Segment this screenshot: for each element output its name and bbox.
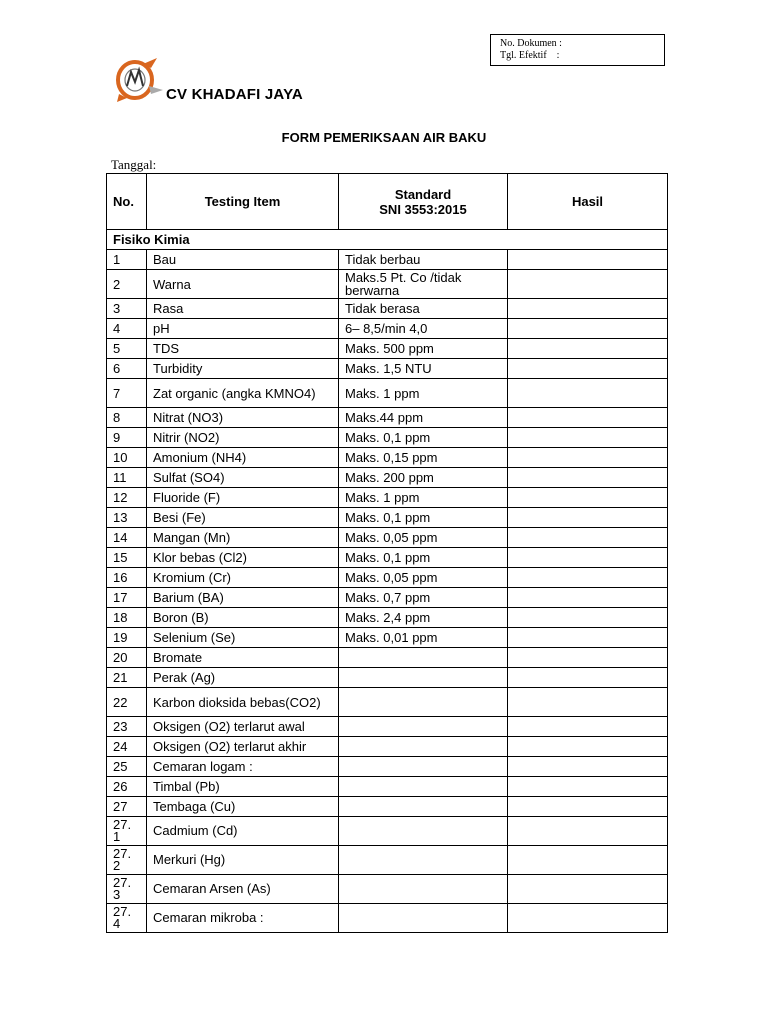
row-no: 10 bbox=[107, 448, 147, 468]
doc-no-label: No. Dokumen : bbox=[500, 38, 562, 49]
row-result[interactable] bbox=[508, 428, 668, 448]
table-row bbox=[107, 568, 668, 588]
row-result[interactable] bbox=[508, 737, 668, 757]
row-testing-item: Besi (Fe) bbox=[147, 508, 339, 528]
table-row bbox=[107, 688, 668, 717]
row-standard: Maks. 1,5 NTU bbox=[339, 359, 508, 379]
row-standard: Maks. 1 ppm bbox=[339, 379, 508, 408]
column-header-no: No. bbox=[107, 174, 147, 230]
row-result[interactable] bbox=[508, 608, 668, 628]
row-no: 15 bbox=[107, 548, 147, 568]
table-row bbox=[107, 488, 668, 508]
row-testing-item: Barium (BA) bbox=[147, 588, 339, 608]
company-name: CV KHADAFI JAYA bbox=[166, 86, 303, 103]
row-no: 4 bbox=[107, 319, 147, 339]
standard-header-line2: SNI 3553:2015 bbox=[379, 201, 467, 217]
row-standard bbox=[339, 688, 508, 717]
row-testing-item: Nitrir (NO2) bbox=[147, 428, 339, 448]
row-no: 27. 4 bbox=[107, 904, 147, 933]
row-testing-item: Cemaran logam : bbox=[147, 757, 339, 777]
row-testing-item: Sulfat (SO4) bbox=[147, 468, 339, 488]
row-result[interactable] bbox=[508, 528, 668, 548]
table-row bbox=[107, 408, 668, 428]
row-standard bbox=[339, 648, 508, 668]
row-standard bbox=[339, 757, 508, 777]
row-testing-item: Warna bbox=[147, 270, 339, 299]
row-result[interactable] bbox=[508, 250, 668, 270]
row-no: 24 bbox=[107, 737, 147, 757]
row-result[interactable] bbox=[508, 757, 668, 777]
row-testing-item: Timbal (Pb) bbox=[147, 777, 339, 797]
row-testing-item: Nitrat (NO3) bbox=[147, 408, 339, 428]
row-standard: Maks. 0,1 ppm bbox=[339, 428, 508, 448]
row-result[interactable] bbox=[508, 568, 668, 588]
row-result[interactable] bbox=[508, 817, 668, 846]
table-row bbox=[107, 717, 668, 737]
row-no: 18 bbox=[107, 608, 147, 628]
row-standard: Maks. 0,05 ppm bbox=[339, 528, 508, 548]
row-no: 25 bbox=[107, 757, 147, 777]
row-standard: Maks. 1 ppm bbox=[339, 488, 508, 508]
row-testing-item: Tembaga (Cu) bbox=[147, 797, 339, 817]
table-row bbox=[107, 270, 668, 299]
table-row bbox=[107, 904, 668, 933]
row-result[interactable] bbox=[508, 668, 668, 688]
row-no: 2 bbox=[107, 270, 147, 299]
row-testing-item: Bau bbox=[147, 250, 339, 270]
row-no: 17 bbox=[107, 588, 147, 608]
table-row bbox=[107, 817, 668, 846]
table-row bbox=[107, 428, 668, 448]
row-standard: Maks. 0,1 ppm bbox=[339, 508, 508, 528]
table-row bbox=[107, 468, 668, 488]
row-result[interactable] bbox=[508, 797, 668, 817]
row-no: 27. 1 bbox=[107, 817, 147, 846]
row-testing-item: Perak (Ag) bbox=[147, 668, 339, 688]
row-standard bbox=[339, 904, 508, 933]
table-row bbox=[107, 628, 668, 648]
table-row bbox=[107, 299, 668, 319]
row-standard: 6– 8,5/min 4,0 bbox=[339, 319, 508, 339]
row-testing-item: Boron (B) bbox=[147, 608, 339, 628]
table-row bbox=[107, 448, 668, 468]
row-testing-item: Klor bebas (Cl2) bbox=[147, 548, 339, 568]
row-no: 3 bbox=[107, 299, 147, 319]
row-testing-item: Bromate bbox=[147, 648, 339, 668]
row-standard bbox=[339, 875, 508, 904]
column-header-standard bbox=[339, 174, 508, 230]
row-result[interactable] bbox=[508, 270, 668, 299]
row-result[interactable] bbox=[508, 717, 668, 737]
row-result[interactable] bbox=[508, 588, 668, 608]
row-no: 11 bbox=[107, 468, 147, 488]
row-result[interactable] bbox=[508, 379, 668, 408]
row-testing-item: Karbon dioksida bebas(CO2) bbox=[147, 688, 339, 717]
row-result[interactable] bbox=[508, 339, 668, 359]
row-standard: Maks. 0,7 ppm bbox=[339, 588, 508, 608]
row-testing-item: Amonium (NH4) bbox=[147, 448, 339, 468]
table-row bbox=[107, 319, 668, 339]
row-result[interactable] bbox=[508, 408, 668, 428]
row-no: 22 bbox=[107, 688, 147, 717]
row-no: 27 bbox=[107, 797, 147, 817]
table-row bbox=[107, 875, 668, 904]
row-no: 27. 2 bbox=[107, 846, 147, 875]
company-logo-icon bbox=[113, 56, 165, 104]
row-no: 8 bbox=[107, 408, 147, 428]
row-testing-item: Selenium (Se) bbox=[147, 628, 339, 648]
table-row bbox=[107, 737, 668, 757]
row-standard bbox=[339, 737, 508, 757]
row-testing-item: TDS bbox=[147, 339, 339, 359]
table-row bbox=[107, 250, 668, 270]
row-testing-item: Merkuri (Hg) bbox=[147, 846, 339, 875]
row-standard bbox=[339, 777, 508, 797]
table-row bbox=[107, 648, 668, 668]
row-no: 12 bbox=[107, 488, 147, 508]
row-standard bbox=[339, 817, 508, 846]
column-header-result: Hasil bbox=[508, 174, 668, 230]
table-row bbox=[107, 608, 668, 628]
row-standard: Maks. 200 ppm bbox=[339, 468, 508, 488]
row-no: 5 bbox=[107, 339, 147, 359]
row-result[interactable] bbox=[508, 488, 668, 508]
row-no: 14 bbox=[107, 528, 147, 548]
row-standard: Maks.5 Pt. Co /tidak berwarna bbox=[339, 270, 508, 299]
date-label: Tanggal: bbox=[111, 157, 157, 172]
table-row bbox=[107, 339, 668, 359]
table-row bbox=[107, 359, 668, 379]
table-row bbox=[107, 846, 668, 875]
effective-date-label: Tgl. Efektif : bbox=[500, 50, 560, 61]
row-testing-item: Zat organic (angka KMNO4) bbox=[147, 379, 339, 408]
table-row bbox=[107, 757, 668, 777]
row-result[interactable] bbox=[508, 777, 668, 797]
row-result[interactable] bbox=[508, 688, 668, 717]
row-standard bbox=[339, 846, 508, 875]
row-result[interactable] bbox=[508, 904, 668, 933]
row-testing-item: Cadmium (Cd) bbox=[147, 817, 339, 846]
row-no: 6 bbox=[107, 359, 147, 379]
row-standard: Tidak berbau bbox=[339, 250, 508, 270]
row-result[interactable] bbox=[508, 359, 668, 379]
row-standard bbox=[339, 717, 508, 737]
column-header-item: Testing Item bbox=[147, 174, 339, 230]
table-row bbox=[107, 548, 668, 568]
row-testing-item: Fluoride (F) bbox=[147, 488, 339, 508]
row-result[interactable] bbox=[508, 648, 668, 668]
table-header-row bbox=[107, 174, 668, 230]
row-testing-item: Cemaran Arsen (As) bbox=[147, 875, 339, 904]
row-no: 7 bbox=[107, 379, 147, 408]
table-row bbox=[107, 508, 668, 528]
inspection-table bbox=[106, 173, 668, 933]
row-no: 26 bbox=[107, 777, 147, 797]
row-standard: Maks. 0,01 ppm bbox=[339, 628, 508, 648]
row-no: 21 bbox=[107, 668, 147, 688]
table-row bbox=[107, 379, 668, 408]
row-no: 27. 3 bbox=[107, 875, 147, 904]
row-result[interactable] bbox=[508, 508, 668, 528]
row-standard: Maks. 500 ppm bbox=[339, 339, 508, 359]
row-no: 20 bbox=[107, 648, 147, 668]
row-result[interactable] bbox=[508, 319, 668, 339]
row-result[interactable] bbox=[508, 875, 668, 904]
row-testing-item: Oksigen (O2) terlarut awal bbox=[147, 717, 339, 737]
row-standard bbox=[339, 668, 508, 688]
row-result[interactable] bbox=[508, 299, 668, 319]
row-no: 1 bbox=[107, 250, 147, 270]
row-testing-item: Cemaran mikroba : bbox=[147, 904, 339, 933]
table-row bbox=[107, 528, 668, 548]
row-no: 23 bbox=[107, 717, 147, 737]
section-title: Fisiko Kimia bbox=[107, 230, 668, 250]
row-result[interactable] bbox=[508, 628, 668, 648]
row-no: 9 bbox=[107, 428, 147, 448]
row-standard: Maks.44 ppm bbox=[339, 408, 508, 428]
row-no: 13 bbox=[107, 508, 147, 528]
row-standard bbox=[339, 797, 508, 817]
row-result[interactable] bbox=[508, 448, 668, 468]
row-standard: Maks. 0,1 ppm bbox=[339, 548, 508, 568]
table-row bbox=[107, 777, 668, 797]
row-testing-item: Kromium (Cr) bbox=[147, 568, 339, 588]
row-result[interactable] bbox=[508, 846, 668, 875]
row-testing-item: Mangan (Mn) bbox=[147, 528, 339, 548]
table-row bbox=[107, 668, 668, 688]
table-row bbox=[107, 797, 668, 817]
row-testing-item: Oksigen (O2) terlarut akhir bbox=[147, 737, 339, 757]
row-result[interactable] bbox=[508, 468, 668, 488]
form-title: FORM PEMERIKSAAN AIR BAKU bbox=[281, 130, 487, 145]
row-testing-item: Rasa bbox=[147, 299, 339, 319]
row-standard: Maks. 2,4 ppm bbox=[339, 608, 508, 628]
row-result[interactable] bbox=[508, 548, 668, 568]
row-standard: Maks. 0,15 ppm bbox=[339, 448, 508, 468]
section-row bbox=[107, 230, 668, 250]
row-testing-item: Turbidity bbox=[147, 359, 339, 379]
document-info-box bbox=[490, 34, 665, 66]
row-no: 16 bbox=[107, 568, 147, 588]
row-standard: Maks. 0,05 ppm bbox=[339, 568, 508, 588]
row-standard: Tidak berasa bbox=[339, 299, 508, 319]
table-row bbox=[107, 588, 668, 608]
standard-header-line1: Standard bbox=[394, 186, 452, 202]
row-no: 19 bbox=[107, 628, 147, 648]
row-testing-item: pH bbox=[147, 319, 339, 339]
